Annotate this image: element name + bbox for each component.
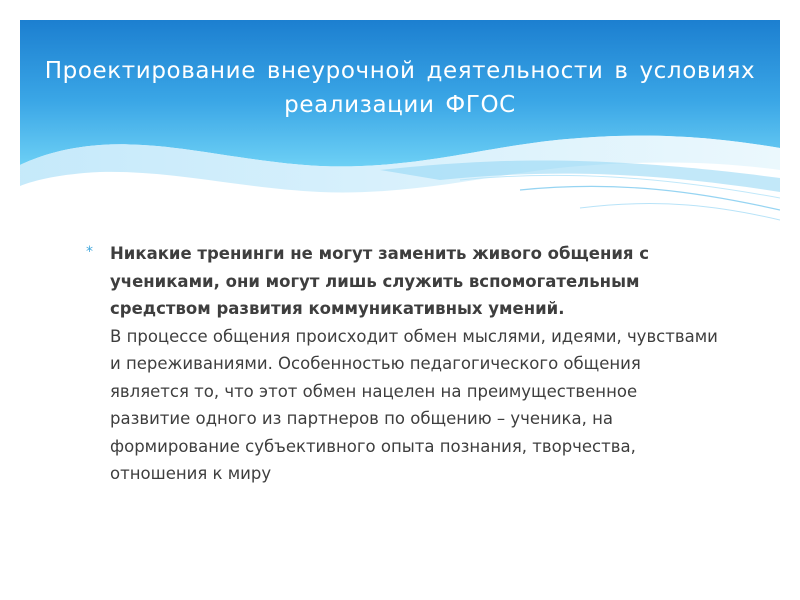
bullet-body-text: В процессе общения происходит обмен мыслями, идеями, чувствами и переживаниями. Особенностью педагогического общения является то, что этот обмен нацелен на преимущественное развитие одного из партнеров по общению – ученика, на формирование субъективного опыта познания, творчества, отношения к миру — [110, 326, 718, 483]
bullet-bold-text: Никакие тренинги не могут заменить живого общения с учениками, они могут лишь служить вспомогательным средством развития коммуникативных умений. — [110, 244, 650, 318]
bullet-star-icon: * — [86, 244, 93, 260]
header-banner — [20, 20, 780, 235]
wave-background — [20, 20, 780, 235]
slide — [20, 20, 780, 580]
bullet-item — [110, 240, 720, 488]
slide-title: Проектирование внеурочной деятельности в условиях реализации ФГОС — [44, 58, 756, 118]
